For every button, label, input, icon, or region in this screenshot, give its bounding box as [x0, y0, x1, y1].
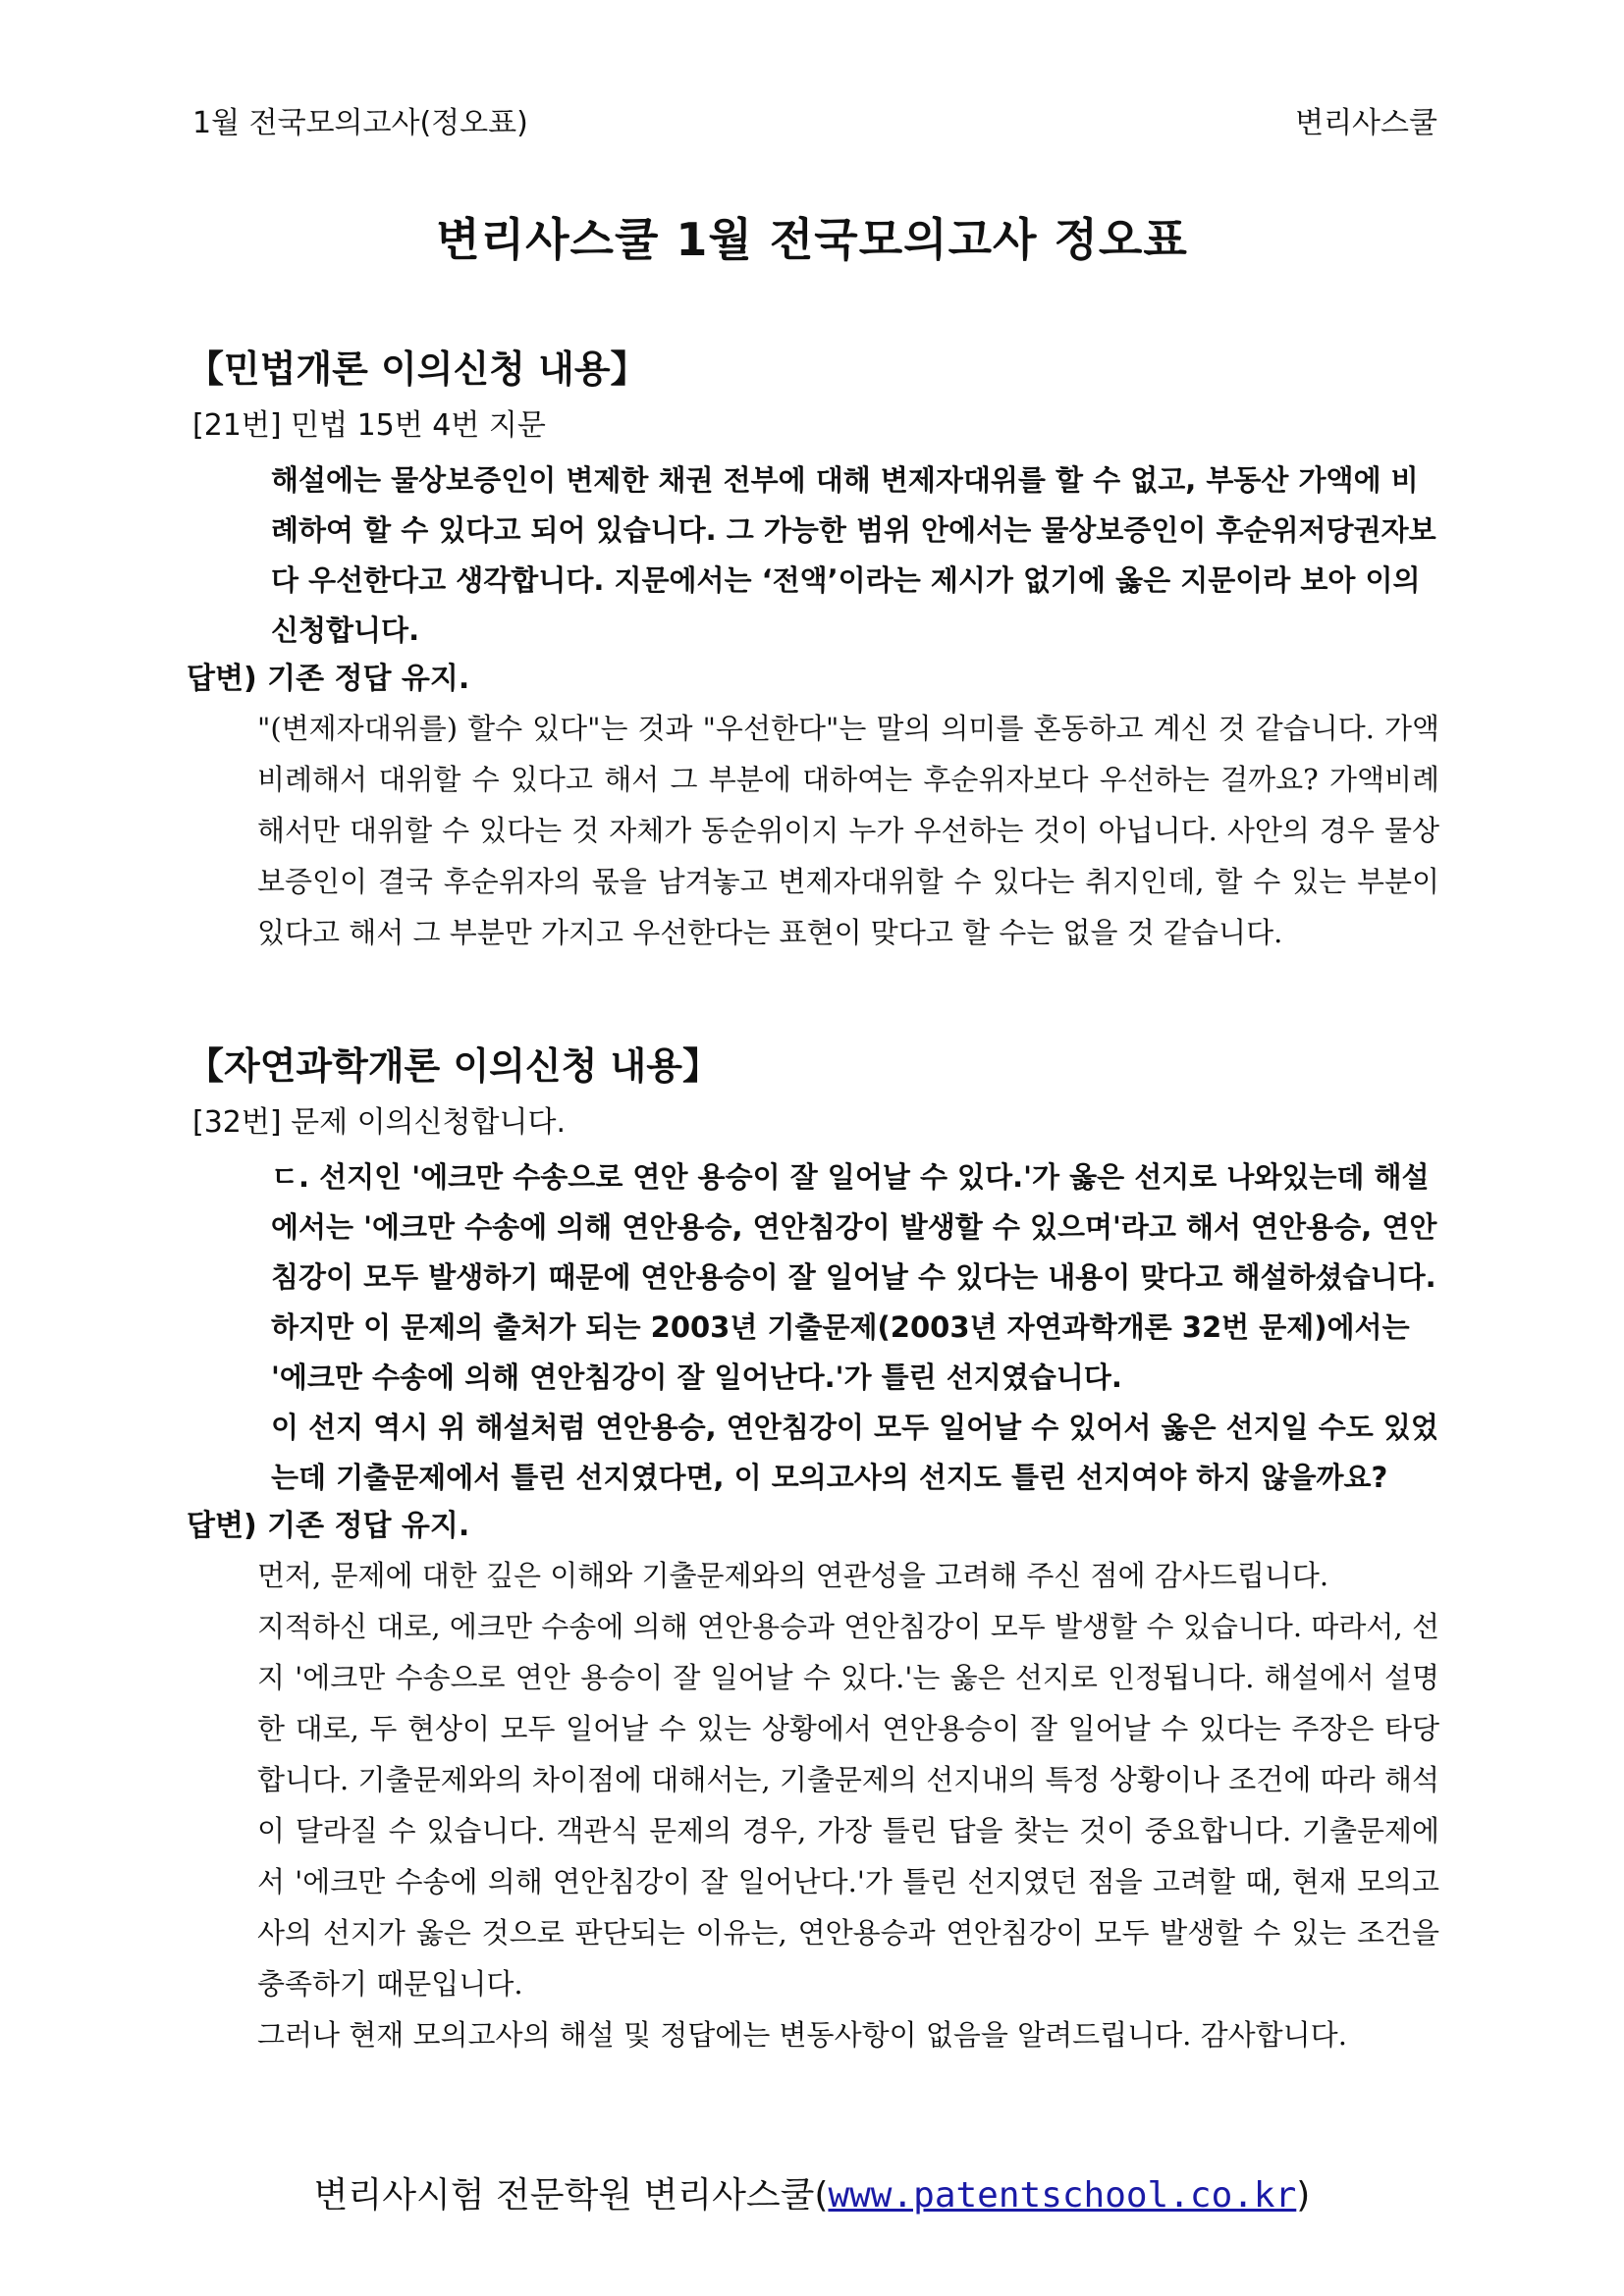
question-body: [192, 1152, 1439, 1503]
question-label: [21번] 민법 15번 4번 지문: [192, 408, 546, 443]
question-paragraph: 이 선지 역시 위 해설처럼 연안용승, 연안침강이 모두 일어날 수 있어서 옳은 선지일 수도 있었는데 기출문제에서 틀린 선지였다면, 이 모의고사의 선지도 틀린 선지여야 하지 않을까요?: [271, 1411, 1438, 1494]
footer-text-end: ): [1296, 2175, 1311, 2216]
answer-paragraph: 먼저, 문제에 대한 깊은 이해와 기출문제와의 연관성을 고려해 주신 점에 감사드립니다.: [257, 1559, 1329, 1592]
answer-label: 답변) 기존 정답 유지.: [187, 662, 470, 696]
answer-paragraph: 지적하신 대로, 에크만 수송에 의해 연안용승과 연안침강이 모두 발생할 수 있습니다. 따라서, 선지 '에크만 수송으로 연안 용승이 잘 일어날 수 있다.'는 옳은 선지로 인정됩니다. 해설에서 설명한 대로, 두 현상이 모두 일어날 수 있는 상황에서 연안용승이 잘 일어날 수 있다는 주장은 타당합니다. 기출문제와의 차이점에 대해서는, 기출문제의 선지내의 특정 상황이나 조건에 따라 해석이 달라질 수 있습니다. 객관식 문제의 경우, 가장 틀린 답을 찾는 것이 중요합니다. 기출문제에서 '에크만 수송에 의해 연안침강이 잘 일어난다.'가 틀린 선지였던 점을 고려할 때, 현재 모의고사의 선지가 옳은 것으로 판단되는 이유는, 연안용승과 연안침강이 모두 발생할 수 있는 조건을 충족하기 때문입니다.: [257, 1610, 1439, 2001]
answer-body: [192, 1550, 1439, 2060]
header-right: 변리사스쿨: [1295, 106, 1437, 140]
footer-text: 변리사시험 전문학원 변리사스쿨(: [313, 2175, 829, 2216]
website-link[interactable]: www.patentschool.co.kr: [828, 2175, 1297, 2216]
section-heading: 【자연과학개론 이의신청 내용】: [187, 1044, 720, 1088]
question-body: [192, 455, 1439, 656]
answer-paragraph: 그러나 현재 모의고사의 해설 및 정답에는 변동사항이 없음을 알려드립니다. 감사합니다.: [257, 2018, 1347, 2052]
section-natural-science: [187, 1036, 1439, 2060]
question-paragraph: 해설에는 물상보증인이 변제한 채권 전부에 대해 변제자대위를 할 수 없고, 부동산 가액에 비례하여 할 수 있다고 되어 있습니다. 그 가능한 범위 안에서는 물상보증인이 후순위저당권자보다 우선한다고 생각합니다. 지문에서는 ‘전액’이라는 제시가 없기에 옳은 지문이라 보아 이의신청합니다.: [271, 463, 1436, 647]
section-civil-law: [187, 339, 1439, 958]
footer: [0, 2167, 1624, 2217]
header-left: 1월 전국모의고사(정오표): [192, 106, 528, 140]
answer-body: [192, 703, 1439, 958]
question-paragraph: ㄷ. 선지인 '에크만 수송으로 연안 용승이 잘 일어날 수 있다.'가 옳은 선지로 나와있는데 해설에서는 '에크만 수송에 의해 연안용승, 연안침강이 발생할 수 있으며'라고 해서 연안용승, 연안침강이 모두 발생하기 때문에 연안용승이 잘 일어날 수 있다는 내용이 맞다고 해설하셨습니다.: [271, 1160, 1437, 1294]
answer-label: 답변) 기존 정답 유지.: [187, 1509, 470, 1543]
answer-paragraph: "(변제자대위를) 할수 있다"는 것과 "우선한다"는 말의 의미를 혼동하고 계신 것 같습니다. 가액비례해서 대위할 수 있다고 해서 그 부분에 대하여는 후순위자보다 우선하는 걸까요? 가액비례해서만 대위할 수 있다는 것 자체가 동순위이지 누가 우선하는 것이 아닙니다. 사안의 경우 물상보증인이 결국 후순위자의 몫을 남겨놓고 변제자대위할 수 있다는 취지인데, 할 수 있는 부분이 있다고 해서 그 부분만 가지고 우선한다는 표현이 맞다고 할 수는 없을 것 같습니다.: [257, 712, 1439, 949]
section-heading: 【민법개론 이의신청 내용】: [187, 347, 648, 391]
page-title: 변리사스쿨 1월 전국모의고사 정오표: [436, 213, 1188, 266]
question-paragraph: 하지만 이 문제의 출처가 되는 2003년 기출문제(2003년 자연과학개론 32번 문제)에서는 '에크만 수송에 의해 연안침강이 잘 일어난다.'가 틀린 선지였습니다.: [271, 1310, 1410, 1394]
question-label: [32번] 문제 이의신청합니다.: [192, 1105, 566, 1140]
